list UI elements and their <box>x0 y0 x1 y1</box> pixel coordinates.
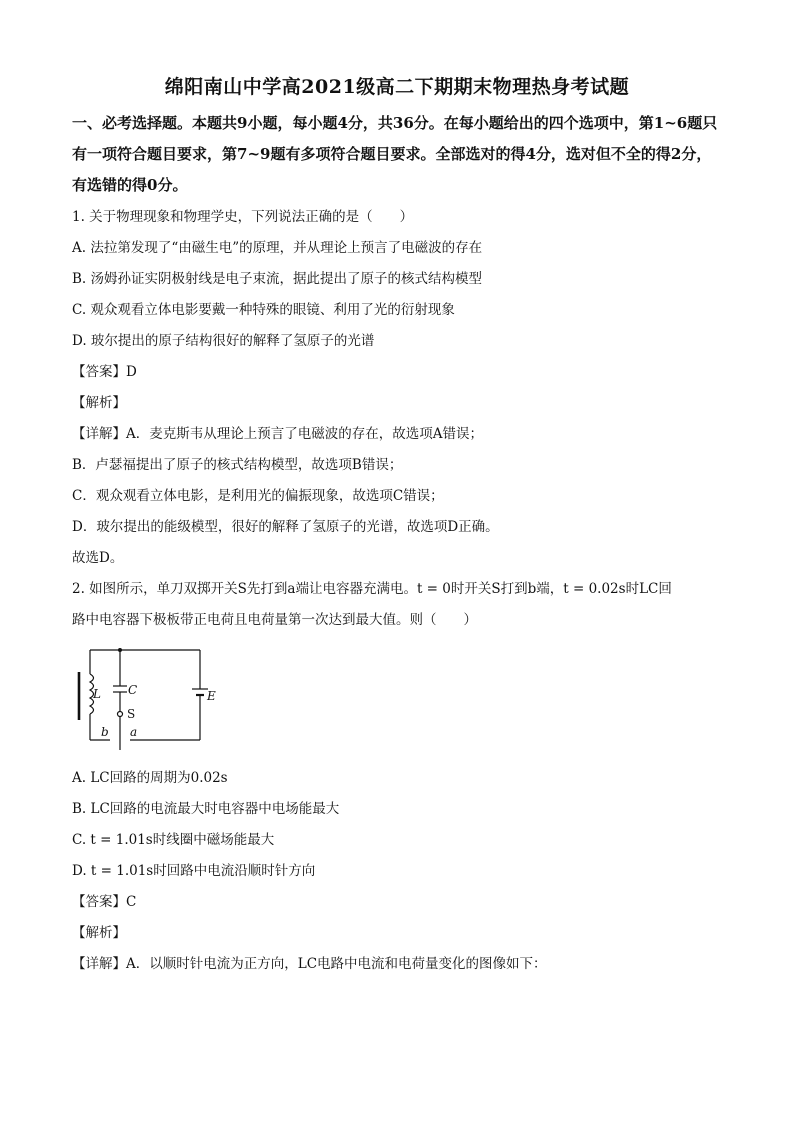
q2-analysis-label: 【解析】 <box>72 925 126 941</box>
label-e: E <box>207 689 216 703</box>
q1-stem: 1. 关于物理现象和物理学史，下列说法正确的是（ ） <box>72 209 414 225</box>
q2-stem-line1: 2. 如图所示，单刀双掷开关S先打到a端让电容器充满电。t = 0时开关S打到b端，t = 0.02s时LC回 <box>72 581 672 597</box>
q1-option-a: A. 法拉第发现了“由磁生电”的原理，并从理论上预言了电磁波的存在 <box>72 240 483 256</box>
q2-option-d: D. t = 1.01s时回路中电流沿顺时针方向 <box>72 863 316 879</box>
page-title: 绵阳南山中学高2021级高二下期期末物理热身考试题 <box>164 76 630 98</box>
q1-analysis-label: 【解析】 <box>72 395 126 411</box>
q1-option-c: C. 观众观看立体电影要戴一种特殊的眼镜、利用了光的衍射现象 <box>72 302 455 318</box>
q1-option-b: B. 汤姆孙证实阴极射线是电子束流，据此提出了原子的核式结构模型 <box>72 271 483 287</box>
q2-option-a: A. LC回路的周期为0.02s <box>72 770 228 786</box>
label-s: S <box>127 707 136 721</box>
lc-circuit-diagram <box>70 640 220 752</box>
label-a: a <box>130 725 138 739</box>
q2-stem-line2: 路中电容器下极板带正电荷且电荷量第一次达到最大值。则（ ） <box>72 612 477 628</box>
q2-detail: 【详解】A．以顺时针电流为正方向，LC电路中电流和电荷量变化的图像如下： <box>72 956 547 972</box>
q1-detail-3: C．观众观看立体电影，是利用光的偏振现象，故选项C错误； <box>72 488 444 504</box>
q1-option-d: D. 玻尔提出的原子结构很好的解释了氢原子的光谱 <box>72 333 375 349</box>
q2-option-c: C. t = 1.01s时线圈中磁场能最大 <box>72 832 275 848</box>
label-b: b <box>101 725 109 739</box>
q2-answer: 【答案】C <box>72 894 137 910</box>
q1-answer: 【答案】D <box>72 364 137 380</box>
section-header: 一、必考选择题。本题共9小题，每小题4分，共36分。在每小题给出的四个选项中，第1~6题只有一项符合题目要求，第7~9题有多项符合题目要求。全部选对的得4分，选对但不全的得2分，有选错的得0分。 <box>72 114 718 194</box>
label-c: C <box>128 683 138 697</box>
q1-detail-4: D．玻尔提出的能级模型，很好的解释了氢原子的光谱，故选项D正确。 <box>72 519 499 535</box>
q1-conclusion: 故选D。 <box>72 550 124 566</box>
q1-detail-2: B．卢瑟福提出了原子的核式结构模型，故选项B错误； <box>72 457 403 473</box>
q1-detail-1: 【详解】A．麦克斯韦从理论上预言了电磁波的存在，故选项A错误； <box>72 426 483 442</box>
label-l: L <box>93 687 101 701</box>
q2-option-b: B. LC回路的电流最大时电容器中电场能最大 <box>72 801 340 817</box>
